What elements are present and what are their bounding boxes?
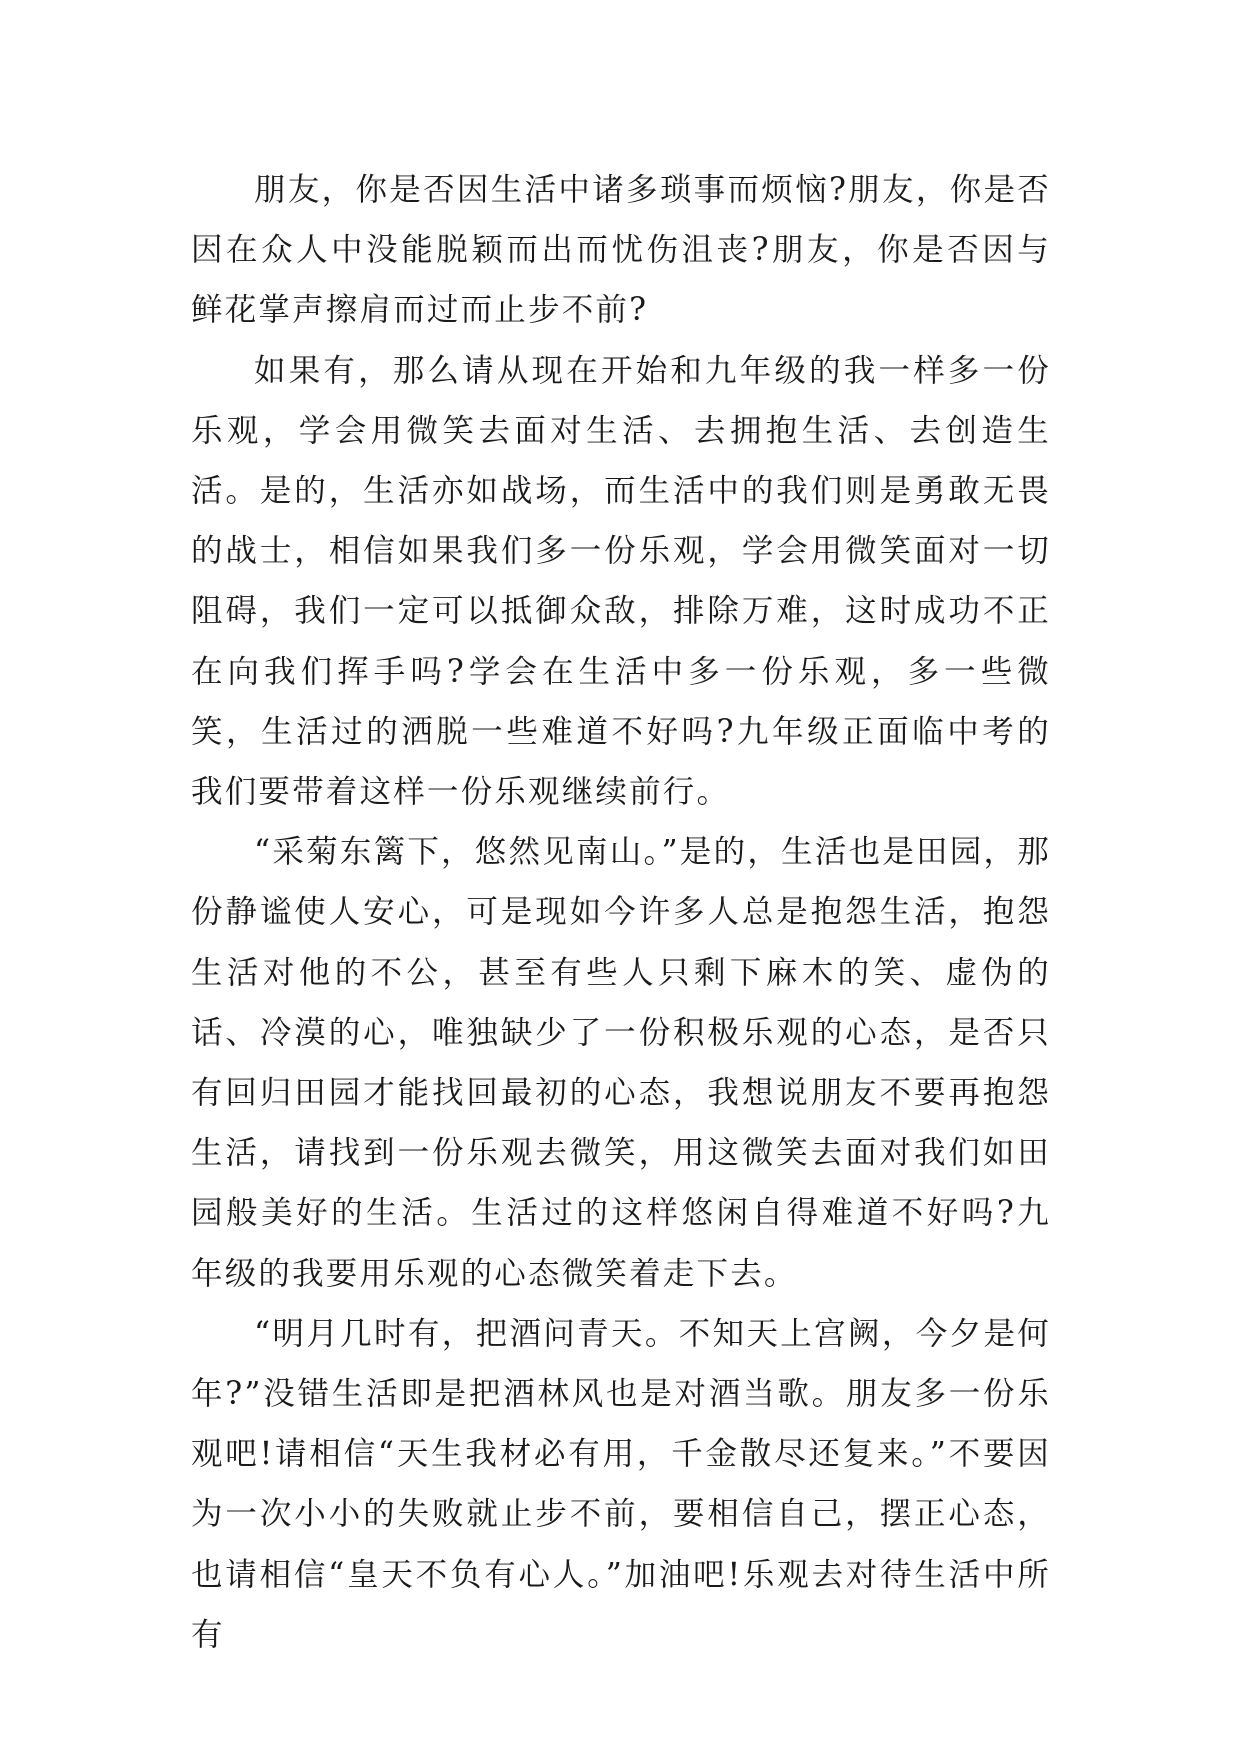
paragraph-2: 如果有，那么请从现在开始和九年级的我一样多一份乐观，学会用微笑去面对生活、去拥抱生活、去创造生活。是的，生活亦如战场，而生活中的我们则是勇敢无畏的战士，相信如果我们多一份乐观，学会用微笑面对一切阻碍，我们一定可以抵御众敌，排除万难，这时成功不正在向我们挥手吗?学会在生活中多一份乐观，多一些微笑，生活过的洒脱一些难道不好吗?九年级正面临中考的我们要带着这样一份乐观继续前行。 — [191, 352, 1052, 811]
paragraph-4: “明月几时有，把酒问青天。不知天上宫阙，今夕是何年?”没错生活即是把酒林风也是对酒当歌。朋友多一份乐观吧!请相信“天生我材必有用，千金散尽还复来。”不要因为一次小小的失败就止步不前，要相信自己，摆正心态，也请相信“皇天不负有心人。”加油吧!乐观去对待生活中所有 — [191, 1315, 1051, 1653]
paragraph-3: “采菊东篱下，悠然见南山。”是的，生活也是田园，那份静谧使人安心，可是现如今许多人总是抱怨生活，抱怨生活对他的不公，甚至有些人只剩下麻木的笑、虚伪的话、冷漠的心，唯独缺少了一份积极乐观的心态，是否只有回归田园才能找回最初的心态，我想说朋友不要再抱怨生活，请找到一份乐观去微笑，用这微笑去面对我们如田园般美好的生活。生活过的这样悠闲自得难道不好吗?九年级的我要用乐观的心态微笑着走下去。 — [191, 834, 1051, 1292]
paragraph-1: 朋友，你是否因生活中诸多琐事而烦恼?朋友，你是否因在众人中没能脱颖而出而忧伤沮丧?朋友，你是否因与鲜花掌声擦肩而过而止步不前? — [191, 172, 1051, 329]
document-body — [191, 160, 1051, 1665]
